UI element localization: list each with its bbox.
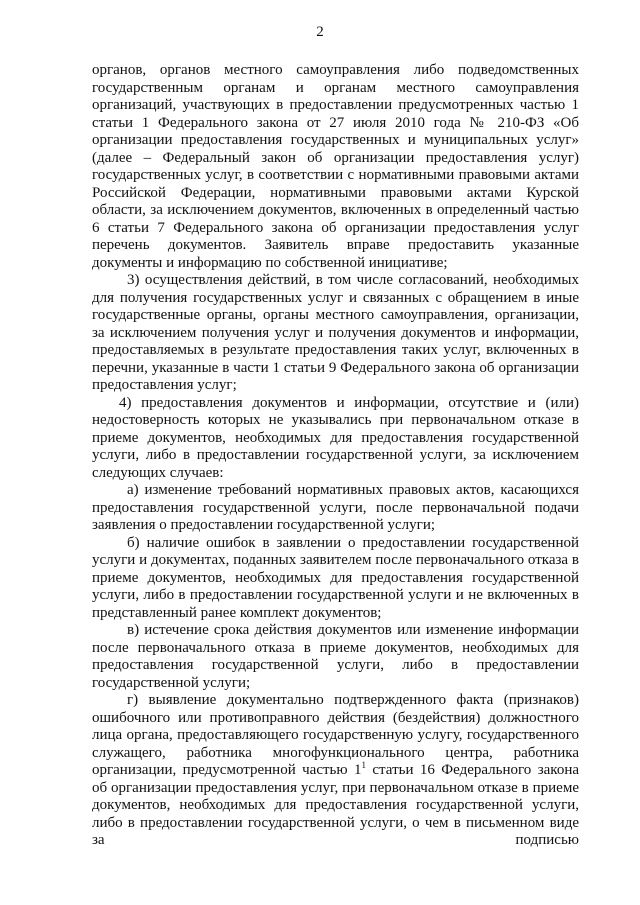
paragraph-subitem-g-part1: г) выявление документально подтвержденного факта (признаков) ошибочного или противоправного действия (бездействия) должностного лица органа, предоставляющего государственную услугу, государственного служащего, работника многофункционального центра, работника организации, предусмотренной частью 1 xyxy=(92,692,579,778)
paragraph-subitem-g xyxy=(92,692,579,850)
paragraph-item-4: 4) предоставления документов и информации, отсутствие и (или) недостоверность которых не указывались при первоначальном отказе в приеме документов, необходимых для предоставления государственной услуги, либо в предоставлении государственной услуги, за исключением следующих случаев: xyxy=(92,394,579,481)
paragraph-subitem-b: б) наличие ошибок в заявлении о предоставлении государственной услуги и документах, поданных заявителем после первоначального отказа в приеме документов, необходимых для предоставления государственной услуги, либо в предоставлении государственной услуги и не включенных в представленный ранее комплект документов; xyxy=(92,534,579,621)
paragraph-item-3: 3) осуществления действий, в том числе согласований, необходимых для получения государственных услуг и связанных с обращением в иные государственные органы, органы местного самоуправления, организации, за исключением получения услуг и получения документов и информации, предоставляемых в результате предоставления таких услуг, включенных в перечни, указанные в части 1 статьи 9 Федерального закона об организации предоставления услуг; xyxy=(92,272,579,393)
paragraph-subitem-g-part2: статьи 16 Федерального закона об организации предоставления услуг, при первоначальном отказе в приеме документов, необходимых для предоставления государственной услуги, либо в предоставлении государственной услуги, о чем в письменном виде за подписью xyxy=(92,762,580,848)
paragraph-continuation: органов, органов местного самоуправления либо подведомственных государственным органам и органам местного самоуправления организаций, участвующих в предоставлении предусмотренных частью 1 статьи 1 Федерального закона от 27 июля 2010 года № 210-ФЗ «Об организации предоставления государственных и муниципальных услуг» (далее – Федеральный закон об организации предоставления услуг) государственных услуг, в соответствии с нормативными правовыми актами Российской Федерации, нормативными правовыми актами Курской области, за исключением документов, включенных в определенный частью 6 статьи 7 Федерального закона об организации предоставления услуг перечень документов. Заявитель вправе предоставить указанные документы и информацию по собственной инициативе; xyxy=(92,62,579,271)
paragraph-subitem-a: а) изменение требований нормативных правовых актов, касающихся предоставления государственной услуги, после первоначальной подачи заявления о предоставлении государственной услуги; xyxy=(92,482,579,533)
superscript-mark: 1 xyxy=(361,760,366,770)
paragraph-subitem-v: в) истечение срока действия документов или изменение информации после первоначального отказа в приеме документов, необходимых для предоставления государственной услуги, либо в предоставлении государственной услуги; xyxy=(92,622,579,691)
page-number: 2 xyxy=(316,24,324,40)
document-body xyxy=(92,62,579,850)
